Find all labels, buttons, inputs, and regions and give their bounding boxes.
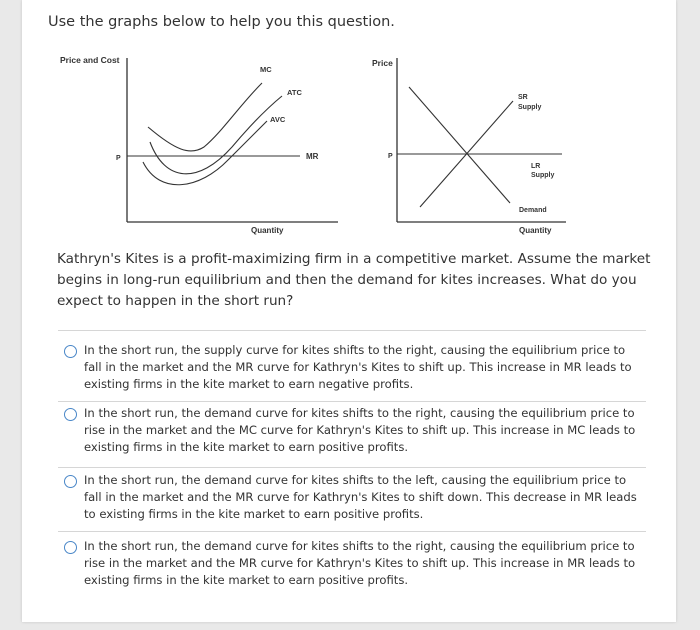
demand-curve [409, 87, 510, 203]
divider [58, 531, 646, 532]
question-prompt: Use the graphs below to help you this question. [48, 14, 395, 30]
lr-supply-label-line1: LR [531, 163, 541, 170]
answer-option-text: In the short run, the demand curve for kites shifts to the left, causing the equilibrium price to fall in the market and the MR curve for Kathryn's Kites to shift down. This decrease in MR leads to existing firms in the kite market to earn positive profits. [84, 473, 637, 521]
graphs-figure [0, 0, 700, 245]
radio-button[interactable] [64, 541, 77, 554]
answer-option-text: In the short run, the demand curve for kites shifts to the right, causing the equilibrium price to rise in the market and the MC curve for Kathryn's Kites to shift up. This increase in MC leads to existing firms in the kite market to earn positive profits. [84, 406, 636, 454]
answer-option-4[interactable] [64, 538, 644, 589]
left-y-axis-label: Price and Cost [60, 55, 120, 65]
left-x-axis-label: Quantity [251, 226, 284, 235]
mc-curve [148, 83, 262, 151]
mc-label: MC [260, 65, 272, 74]
demand-label: Demand [519, 207, 547, 214]
right-price-label: P [388, 153, 393, 160]
radio-button[interactable] [64, 408, 77, 421]
answer-option-1[interactable] [64, 342, 644, 393]
lr-supply-label-line2: Supply [531, 172, 555, 179]
radio-button[interactable] [64, 345, 77, 358]
divider [58, 467, 646, 468]
left-price-label: P [116, 155, 121, 162]
mr-label: MR [306, 152, 319, 161]
sr-supply-label-line2: Supply [518, 104, 542, 111]
avc-label: AVC [270, 115, 286, 124]
divider [58, 330, 646, 331]
answer-option-2[interactable] [64, 405, 644, 456]
answer-option-3[interactable] [64, 472, 644, 523]
sr-supply-label-line1: SR [518, 94, 528, 101]
question-text: Kathryn's Kites is a profit-maximizing firm in a competitive market. Assume the market begins in long-run equilibrium and then the demand for kites increases. What do you expect to happen in the short run? [57, 251, 651, 309]
right-y-axis-label: Price [372, 58, 393, 68]
right-x-axis-label: Quantity [519, 226, 552, 235]
avc-curve [143, 121, 267, 185]
divider [58, 401, 646, 402]
radio-button[interactable] [64, 475, 77, 488]
right-graph [372, 58, 566, 235]
left-graph [60, 55, 338, 235]
answer-option-text: In the short run, the demand curve for kites shifts to the right, causing the equilibrium price to rise in the market and the MR curve for Kathryn's Kites to shift up. This increase in MR leads to existing firms in the kite market to earn positive profits. [84, 539, 636, 587]
answer-option-text: In the short run, the supply curve for kites shifts to the right, causing the equilibrium price to fall in the market and the MR curve for Kathryn's Kites to shift up. This increase in MR leads to existing firms in the kite market to earn negative profits. [84, 343, 632, 391]
atc-label: ATC [287, 88, 302, 97]
